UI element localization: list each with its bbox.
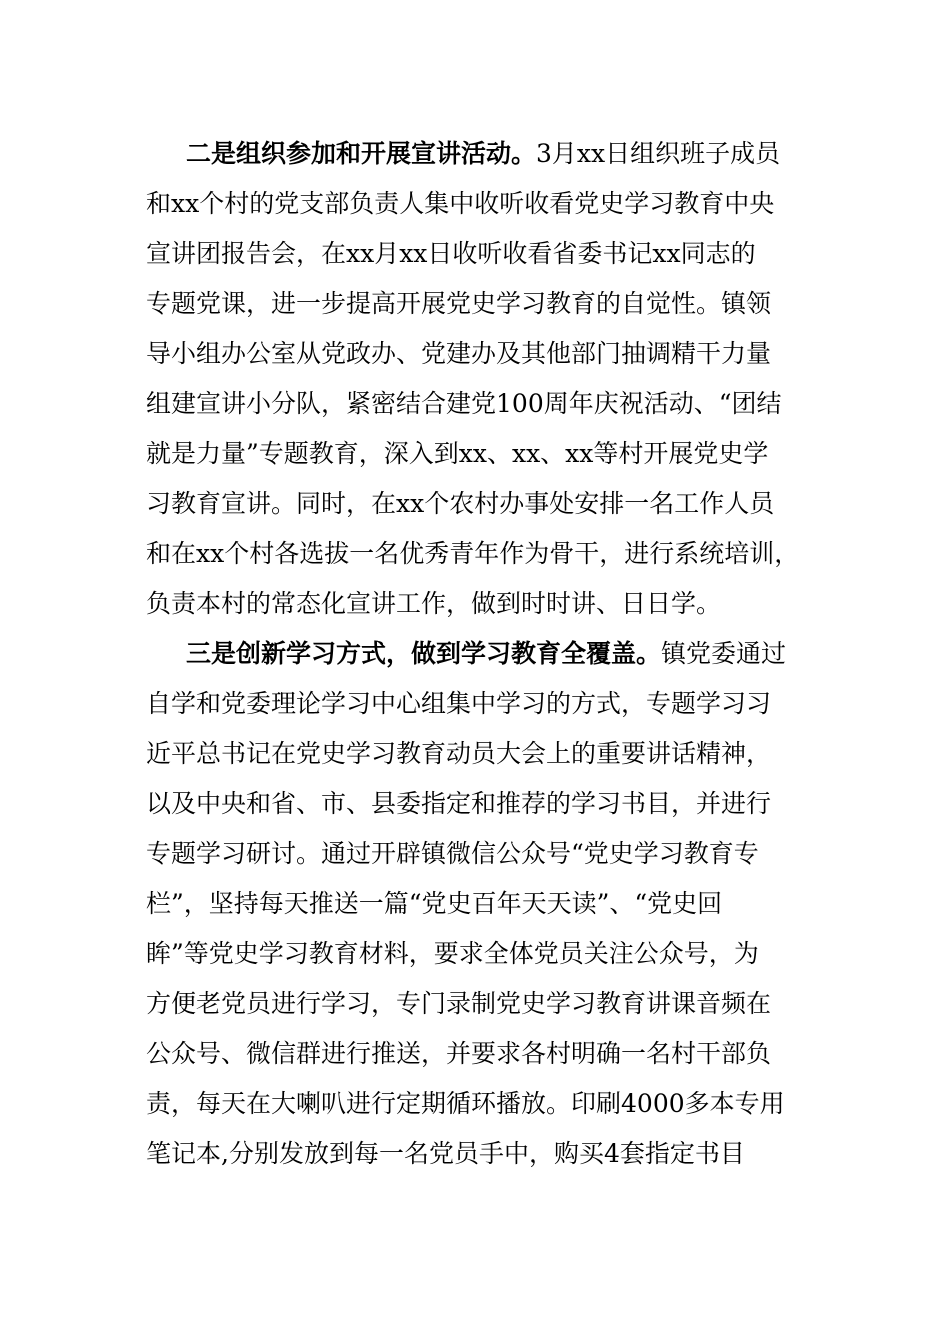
text-line: 责，每天在大喇叭进行定期循环播放。印刷4000多本专用: [146, 1089, 785, 1118]
text-line: 和在xx个村各选拔一名优秀青年作为骨干，进行系统培训，: [146, 539, 800, 568]
text-line: 自学和党委理论学习中心组集中学习的方式，专题学习习: [146, 689, 772, 718]
text-line: 近平总书记在党史学习教育动员大会上的重要讲话精神，: [146, 739, 772, 768]
text-line: 眸”等党史学习教育材料，要求全体党员关注公众号，为: [146, 939, 759, 968]
text-line: [146, 629, 816, 679]
text-line: 组建宣讲小分队，紧密结合建党100周年庆祝活动、“团结: [146, 389, 782, 418]
text-line: [146, 129, 816, 179]
text-line: 以及中央和省、市、县委指定和推荐的学习书目，并进行: [146, 789, 772, 818]
text-line: 宣讲团报告会，在xx月xx日收听收看省委书记xx同志的: [146, 239, 756, 268]
text-line: 导小组办公室从党政办、党建办及其他部门抽调精干力量: [146, 339, 772, 368]
paragraph-heading: 二是组织参加和开展宣讲活动。: [186, 139, 537, 168]
text-line: 公众号、微信群进行推送，并要求各村明确一名村干部负: [146, 1039, 772, 1068]
paragraph-organize-lectures: [146, 129, 816, 629]
text-line: 习教育宣讲。同时，在xx个农村办事处安排一名工作人员: [146, 489, 775, 518]
text-line-content: 镇党委通过: [661, 639, 787, 668]
paragraph-heading: 三是创新学习方式，做到学习教育全覆盖。: [186, 639, 662, 668]
text-line: 专题学习研讨。通过开辟镇微信公众号“党史学习教育专: [146, 839, 759, 868]
paragraph-innovate-learning: [146, 629, 816, 1179]
text-line: 方便老党员进行学习，专门录制党史学习教育讲课音频在: [146, 989, 772, 1018]
text-line: 专题党课，进一步提高开展党史学习教育的自觉性。镇领: [146, 289, 772, 318]
text-line: 负责本村的常态化宣讲工作，做到时时讲、日日学。: [146, 589, 722, 618]
text-line: 就是力量”专题教育，深入到xx、xx、xx等村开展党史学: [146, 439, 769, 468]
text-line: 和xx个村的党支部负责人集中收听收看党史学习教育中央: [146, 189, 775, 218]
text-line: 笔记本,分别发放到每一名党员手中，购买4套指定书目: [146, 1139, 745, 1168]
text-line-content: 3月xx日组织班子成员: [536, 139, 781, 168]
text-line: 栏”，坚持每天推送一篇“党史百年天天读”、“党史回: [146, 889, 723, 918]
